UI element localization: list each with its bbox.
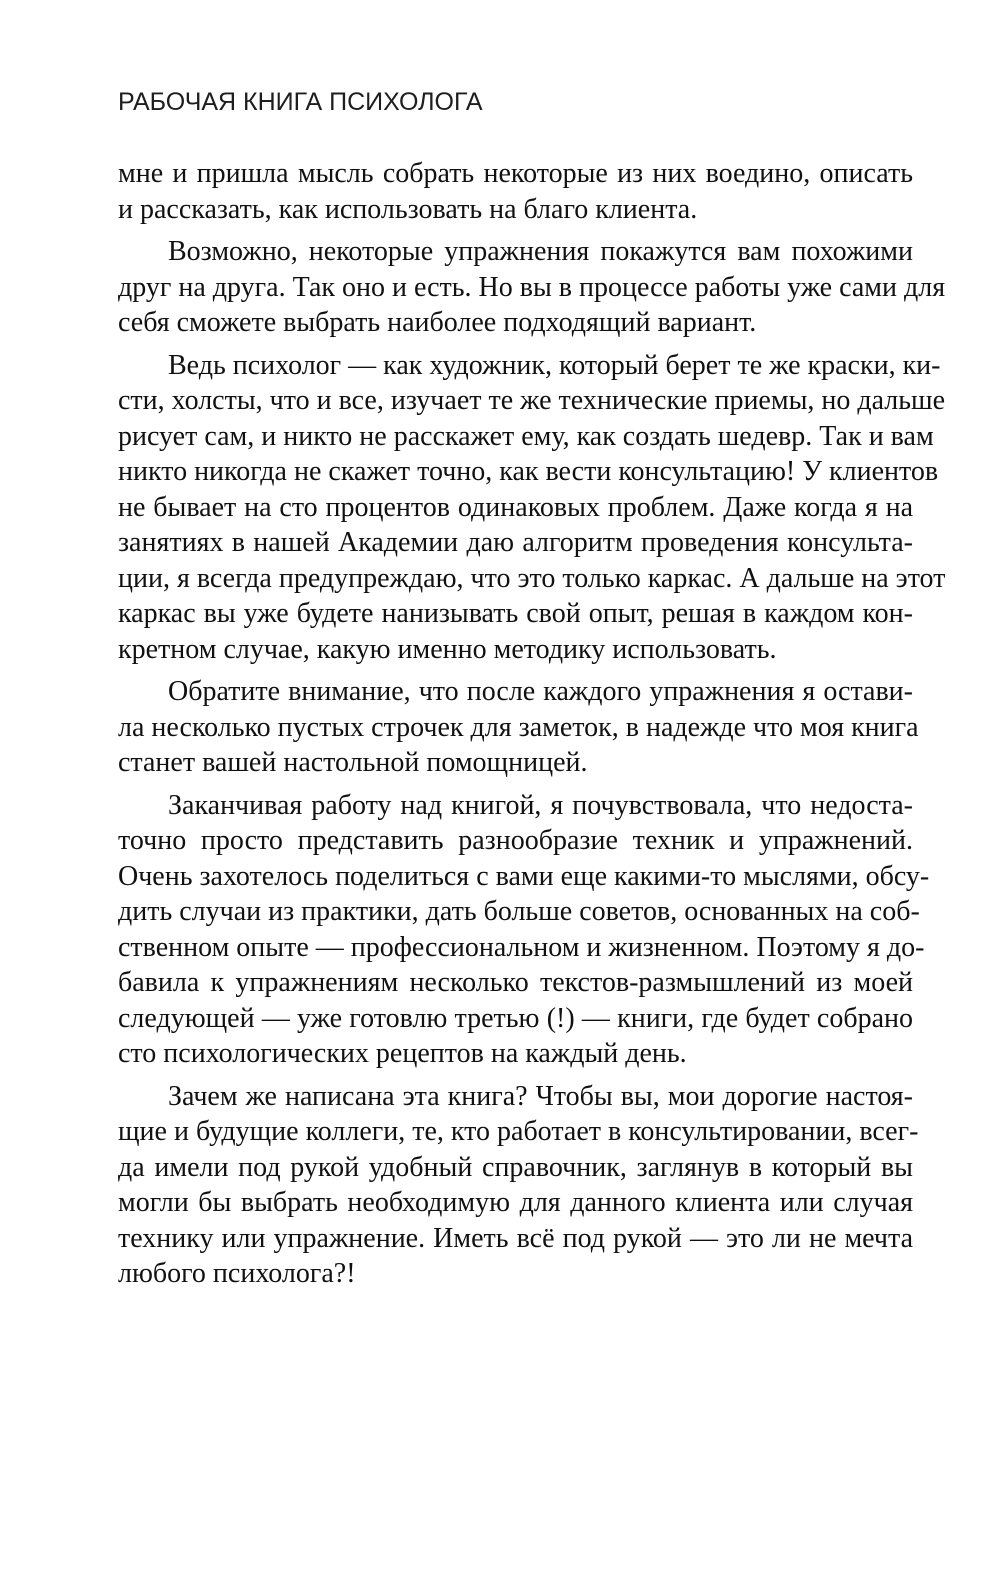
text-line: и рассказать, как использовать на благо клиента. <box>118 193 698 225</box>
paragraph-3 <box>118 348 946 668</box>
paragraph-4 <box>118 674 919 781</box>
paragraph-2 <box>118 234 946 341</box>
text-line: друг на друга. Так оно и есть. Но вы в процессе работы уже сами для <box>118 271 946 303</box>
text-line: дить случаи из практики, дать больше советов, основанных на соб- <box>118 896 920 927</box>
text-line: кретном случае, какую именно методику использовать. <box>118 633 777 665</box>
text-line: Очень захотелось поделиться с вами еще какими-то мыслями, обсу- <box>118 860 930 892</box>
text-line: бавила к упражнениям несколько текстов-размышлений из моей <box>118 967 913 998</box>
body-text <box>118 156 946 1299</box>
paragraph-5 <box>118 788 930 1072</box>
text-line: рисует сам, и никто не расскажет ему, как создать шедевр. Так и вам <box>118 420 934 452</box>
text-line: сти, холсты, что и все, изучает те же технические приемы, но дальше <box>118 385 946 416</box>
text-line: могли бы выбрать необходимую для данного клиента или случая <box>118 1187 913 1218</box>
text-line: себя сможете выбрать наиболее подходящий вариант. <box>118 307 757 338</box>
text-line: мне и пришла мысль собрать некоторые из них воедино, описать <box>118 158 913 189</box>
text-line: станет вашей настольной помощницей. <box>118 747 588 778</box>
text-line: сто психологических рецептов на каждый день. <box>118 1038 687 1069</box>
text-line: Зачем же написана эта книга? Чтобы вы, мои дорогие настоя- <box>168 1080 913 1112</box>
text-line: ла несколько пустых строчек для заметок, в надежде что моя книга <box>118 711 919 743</box>
paragraph-1 <box>118 156 913 227</box>
text-line: щие и будущие коллеги, те, кто работает в консультировании, всег- <box>118 1116 919 1147</box>
running-head-title: РАБОЧАЯ КНИГА ПСИХОЛОГА <box>118 88 483 116</box>
text-line: да имели под рукой удобный справочник, заглянув в который вы <box>118 1151 913 1183</box>
text-line: точно просто представить разнообразие техник и упражнений. <box>118 825 913 856</box>
text-line: не бывает на сто процентов одинаковых проблем. Даже когда я на <box>118 491 913 523</box>
paragraph-6 <box>118 1079 919 1292</box>
text-line: занятиях в нашей Академии даю алгоритм проведения консульта- <box>118 527 913 558</box>
text-line: никто никогда не скажет точно, как вести консультацию! У клиентов <box>118 456 939 487</box>
text-line: следующей — уже готовлю третью (!) — книги, где будет собрано <box>118 1002 913 1034</box>
text-line: Возможно, некоторые упражнения покажутся вам похожими <box>168 236 913 267</box>
text-line: Ведь психолог — как художник, который берет те же краски, ки- <box>168 349 941 381</box>
text-line: ции, я всегда предупреждаю, что это только каркас. А дальше на этот <box>118 562 946 594</box>
text-line: Заканчивая работу над книгой, я почувствовала, что недоста- <box>168 789 913 821</box>
text-line: каркас вы уже будете нанизывать свой опыт, решая в каждом кон- <box>118 598 913 629</box>
text-line: любого психолога?! <box>118 1258 356 1289</box>
text-line: Обратите внимание, что после каждого упражнения я остави- <box>168 676 913 707</box>
text-line: технику или упражнение. Иметь всё под рукой — это ли не мечта <box>118 1222 913 1254</box>
text-line: ственном опыте — профессиональном и жизненном. Поэтому я до- <box>118 931 925 963</box>
